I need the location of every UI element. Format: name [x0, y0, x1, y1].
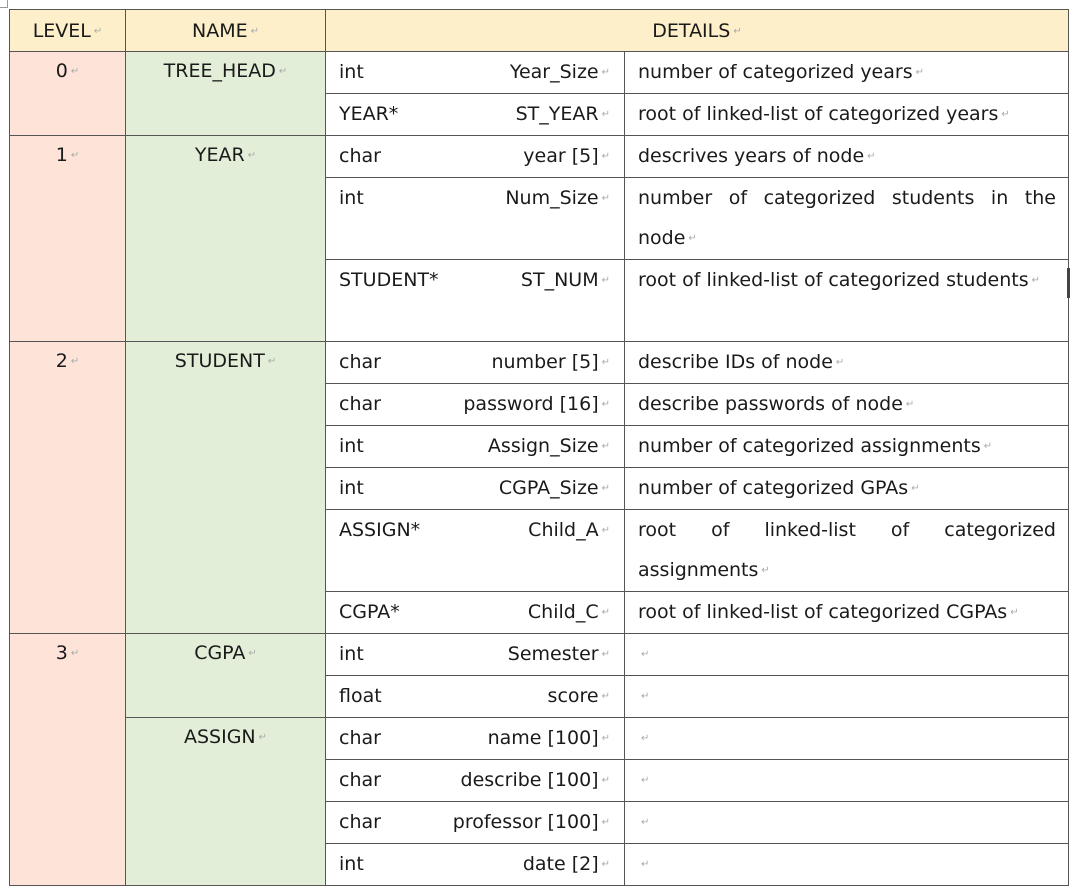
field-cell	[326, 426, 625, 468]
header-row	[10, 10, 1069, 52]
field-description: root of linked-list of categorized CGPAs ↵	[625, 592, 1069, 634]
table-row	[10, 342, 1069, 384]
field-cell	[326, 592, 625, 634]
field-cell	[326, 342, 625, 384]
field-cell	[326, 802, 625, 844]
field-type: float	[339, 685, 382, 707]
table-row	[10, 634, 1069, 676]
field-var: ST_NUM ↵	[520, 269, 610, 291]
field-description: ↵	[625, 802, 1069, 844]
field-type: int	[339, 643, 364, 665]
field-var: Assign_Size ↵	[487, 435, 610, 457]
field-type: char	[339, 393, 381, 415]
field-type: int	[339, 187, 364, 209]
struct-name-cell: STUDENT ↵	[126, 342, 326, 634]
field-var: score ↵	[547, 685, 610, 707]
field-cell	[326, 760, 625, 802]
field-type: char	[339, 145, 381, 167]
field-type: CGPA*	[339, 601, 400, 623]
field-description: root of linked-list of categorized assignments ↵	[625, 510, 1069, 592]
field-description: number of categorized GPAs ↵	[625, 468, 1069, 510]
field-description: number of categorized assignments ↵	[625, 426, 1069, 468]
field-description: root of linked-list of categorized years ↵	[625, 94, 1069, 136]
field-type: ASSIGN*	[339, 519, 421, 541]
field-type: char	[339, 727, 381, 749]
level-cell: 2 ↵	[10, 342, 126, 634]
table-body	[10, 52, 1069, 886]
field-type: int	[339, 477, 364, 499]
field-type: char	[339, 811, 381, 833]
document-corner-mark	[0, 0, 8, 8]
level-cell: 0 ↵	[10, 52, 126, 136]
field-var: describe [100] ↵	[460, 769, 610, 791]
field-cell	[326, 136, 625, 178]
field-cell	[326, 384, 625, 426]
field-var: Year_Size ↵	[509, 61, 610, 83]
field-var: CGPA_Size ↵	[498, 477, 610, 499]
field-cell	[326, 510, 625, 592]
field-type: int	[339, 61, 364, 83]
field-description: ↵	[625, 718, 1069, 760]
field-type: int	[339, 435, 364, 457]
field-cell	[326, 634, 625, 676]
field-var: Child_A ↵	[528, 519, 610, 541]
field-description: number of categorized years ↵	[625, 52, 1069, 94]
field-var: ST_YEAR ↵	[515, 103, 610, 125]
level-cell: 3 ↵	[10, 634, 126, 886]
header-name: NAME ↵	[126, 10, 326, 52]
field-cell	[326, 718, 625, 760]
field-cell	[326, 844, 625, 886]
field-cell	[326, 260, 625, 342]
field-description: root of linked-list of categorized students ↵	[625, 260, 1069, 342]
field-cell	[326, 52, 625, 94]
field-description: number of categorized students in the node ↵	[625, 178, 1069, 260]
field-var: Num_Size ↵	[505, 187, 610, 209]
struct-name-cell: TREE_HEAD ↵	[126, 52, 326, 136]
field-cell	[326, 94, 625, 136]
header-level: LEVEL ↵	[10, 10, 126, 52]
field-type: char	[339, 769, 381, 791]
field-description: ↵	[625, 634, 1069, 676]
field-type: int	[339, 853, 364, 875]
field-cell	[326, 676, 625, 718]
field-cell	[326, 468, 625, 510]
field-cell	[326, 178, 625, 260]
field-description: describe passwords of node ↵	[625, 384, 1069, 426]
field-var: year [5] ↵	[523, 145, 610, 167]
level-cell: 1 ↵	[10, 136, 126, 342]
struct-spec-table	[9, 9, 1069, 886]
field-var: name [100] ↵	[487, 727, 610, 749]
header-details: DETAILS ↵	[326, 10, 1069, 52]
struct-name-cell: YEAR ↵	[126, 136, 326, 342]
field-description: ↵	[625, 676, 1069, 718]
field-var: number [5] ↵	[491, 351, 610, 373]
table-row	[10, 718, 1069, 760]
table-row	[10, 136, 1069, 178]
field-description: ↵	[625, 760, 1069, 802]
field-description: descrives years of node ↵	[625, 136, 1069, 178]
table-row	[10, 52, 1069, 94]
field-var: professor [100] ↵	[452, 811, 610, 833]
struct-name-cell: ASSIGN ↵	[126, 718, 326, 886]
field-description: describe IDs of node ↵	[625, 342, 1069, 384]
field-var: Semester ↵	[507, 643, 610, 665]
field-description: ↵	[625, 844, 1069, 886]
field-var: Child_C ↵	[527, 601, 610, 623]
field-var: password [16] ↵	[463, 393, 610, 415]
field-type: STUDENT*	[339, 269, 439, 291]
field-type: YEAR*	[339, 103, 399, 125]
field-var: date [2] ↵	[522, 853, 610, 875]
text-cursor-bar	[1067, 268, 1070, 298]
field-type: char	[339, 351, 381, 373]
struct-name-cell: CGPA ↵	[126, 634, 326, 718]
